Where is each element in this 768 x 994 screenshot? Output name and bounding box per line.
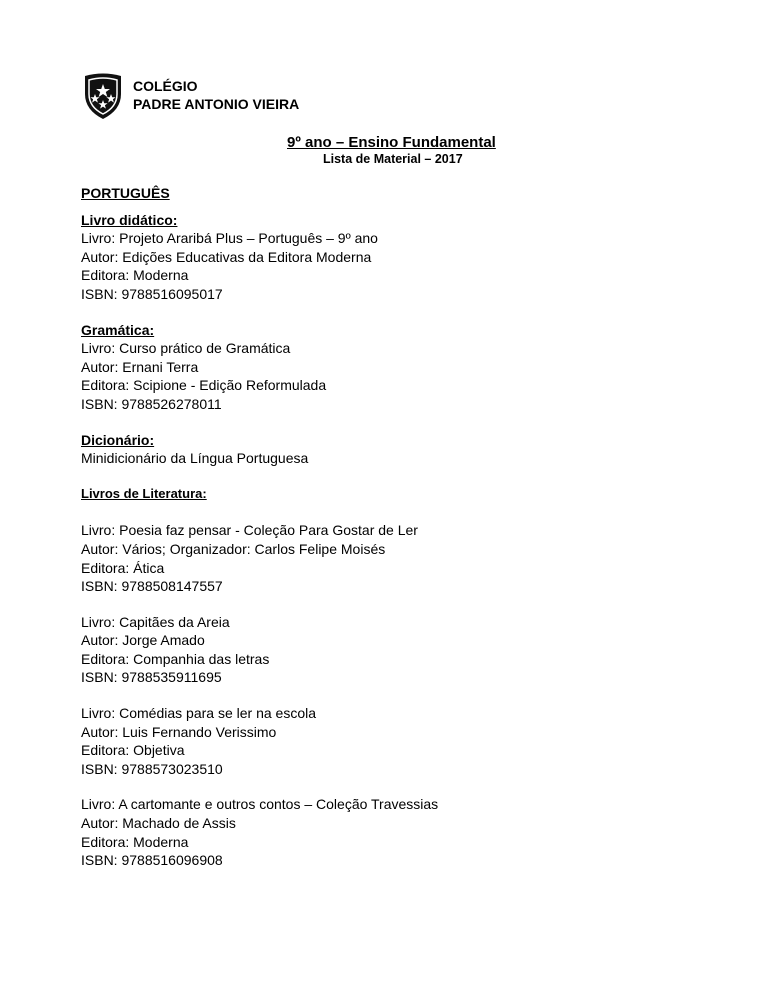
list-item: ISBN: 9788526278011 xyxy=(81,395,222,412)
list-item: ISBN: 9788535911695 xyxy=(81,669,222,686)
school-name xyxy=(133,77,299,113)
school-name-line2: PADRE ANTONIO VIEIRA xyxy=(133,96,300,112)
list-item: Livro: Projeto Araribá Plus – Português – 9º ano xyxy=(81,230,378,247)
book-entry xyxy=(81,704,681,778)
literatura-heading: Livros de Literatura: xyxy=(81,485,207,501)
list-item: ISBN: 9788516096908 xyxy=(81,852,223,869)
section-title: PORTUGUÊS xyxy=(81,185,170,201)
list-item: Autor: Ernani Terra xyxy=(81,358,199,375)
gramatica-block xyxy=(81,321,681,414)
list-item: Livro: A cartomante e outros contos – Coleção Travessias xyxy=(81,796,439,813)
list-item: ISBN: 9788573023510 xyxy=(81,760,223,777)
page-subtitle: Lista de Material – 2017 xyxy=(323,152,463,166)
list-item: Livro: Poesia faz pensar - Coleção Para Gostar de Ler xyxy=(81,522,418,539)
list-item: Editora: Objetiva xyxy=(81,742,185,759)
list-item: Livro: Comédias para se ler na escola xyxy=(81,705,317,722)
dicionario-block xyxy=(81,431,681,468)
list-item: Editora: Moderna xyxy=(81,833,189,850)
list-item: Autor: Luis Fernando Verissimo xyxy=(81,723,277,740)
material-list xyxy=(81,184,681,887)
dicionario-heading: Dicionário: xyxy=(81,431,155,448)
list-item: Autor: Jorge Amado xyxy=(81,632,205,649)
gramatica-heading: Gramática: xyxy=(81,321,155,338)
list-item: Autor: Machado de Assis xyxy=(81,815,236,832)
livro-didatico-block xyxy=(81,211,681,304)
list-item: Editora: Companhia das letras xyxy=(81,650,270,667)
list-item: Editora: Scipione - Edição Reformulada xyxy=(81,377,327,394)
list-item: Editora: Ática xyxy=(81,559,165,576)
list-item: Editora: Moderna xyxy=(81,267,189,284)
list-item: ISBN: 9788508147557 xyxy=(81,578,223,595)
book-entry xyxy=(81,795,681,869)
list-item: Autor: Edições Educativas da Editora Moderna xyxy=(81,248,372,265)
school-name-line1: COLÉGIO xyxy=(133,78,198,94)
book-entry xyxy=(81,613,681,687)
list-item: Livro: Capitães da Areia xyxy=(81,613,230,630)
list-item: Livro: Curso prático de Gramática xyxy=(81,340,291,357)
list-item: ISBN: 9788516095017 xyxy=(81,285,223,302)
page-title: 9º ano – Ensino Fundamental xyxy=(287,134,496,151)
list-item: Minidicionário da Língua Portuguesa xyxy=(81,450,309,467)
list-item: Autor: Vários; Organizador: Carlos Felipe Moisés xyxy=(81,540,386,557)
book-entry xyxy=(81,521,681,595)
livro-didatico-heading: Livro didático: xyxy=(81,211,178,228)
shield-logo-icon xyxy=(82,72,124,120)
